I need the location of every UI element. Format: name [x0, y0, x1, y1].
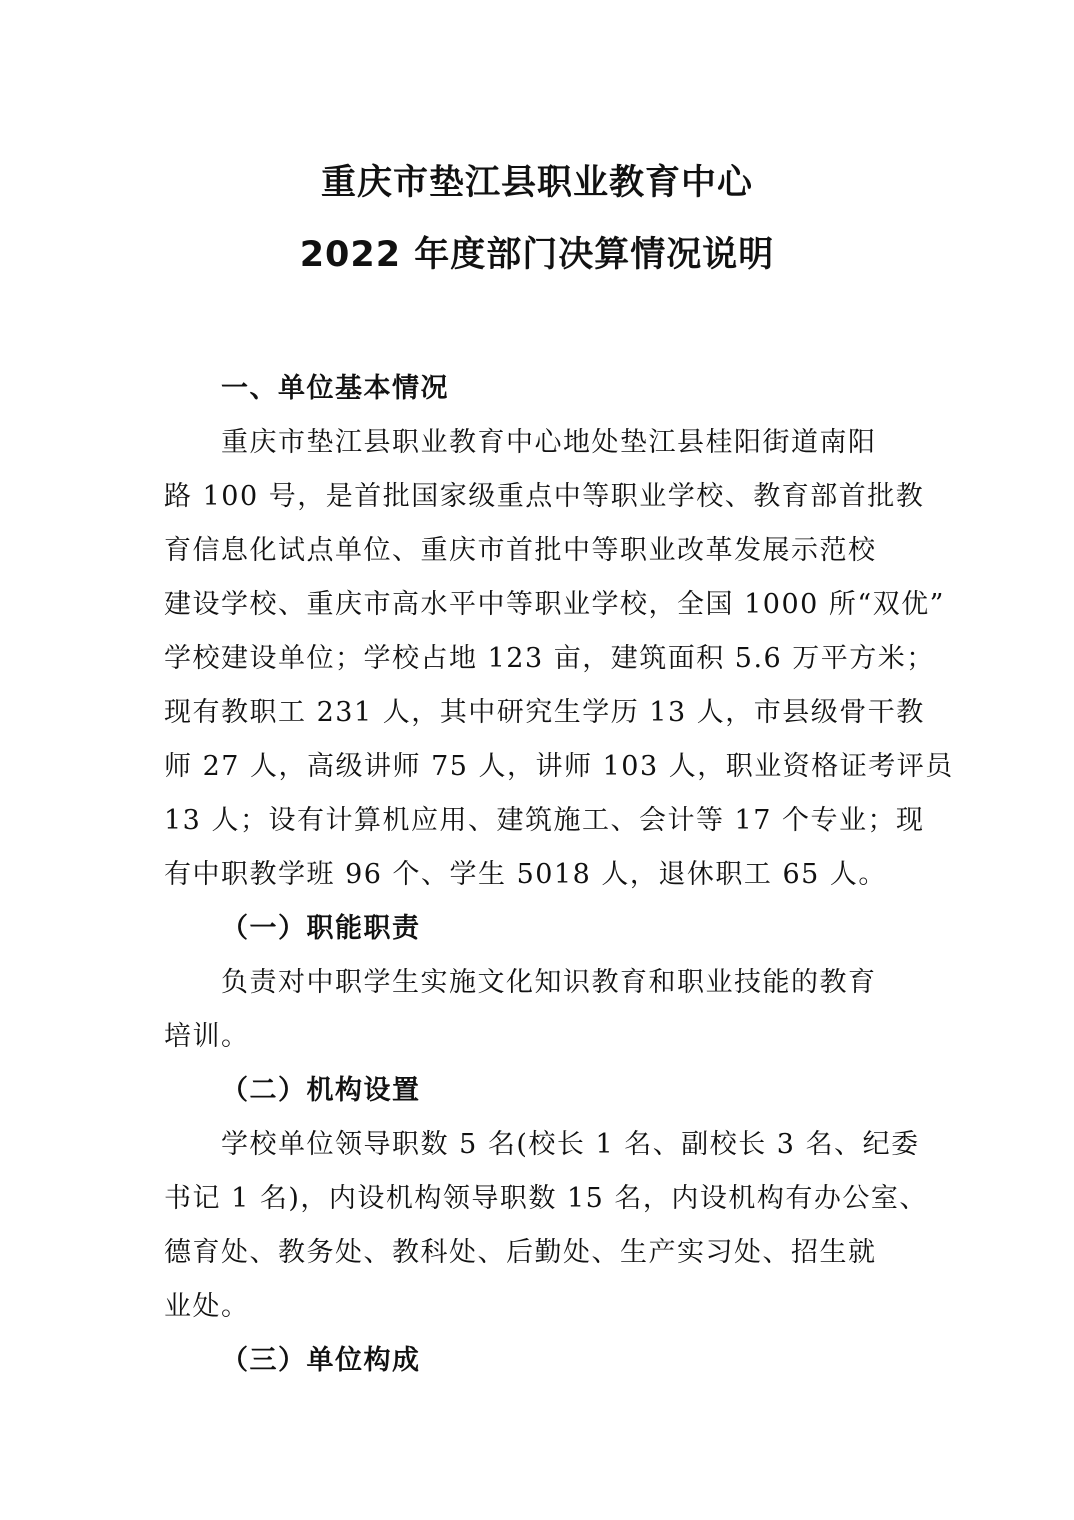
paragraph-line: 重庆市垫江县职业教育中心地处垫江县桂阳街道南阳 — [221, 427, 877, 458]
paragraph-line: 师 27 人，高级讲师 75 人，讲师 103 人，职业资格证考评员 — [164, 751, 954, 782]
paragraph-line: 培训。 — [164, 1021, 250, 1052]
paragraph-line: 有中职教学班 96 个、学生 5018 人，退休职工 65 人。 — [164, 859, 887, 890]
paragraph-line: 育信息化试点单位、重庆市首批中等职业改革发展示范校 — [164, 535, 877, 566]
paragraph-line: 书记 1 名)，内设机构领导职数 15 名，内设机构有办公室、 — [164, 1183, 928, 1214]
paragraph-line: 建设学校、重庆市高水平中等职业学校，全国 1000 所“双优” — [164, 589, 945, 620]
paragraph-line: 13 人；设有计算机应用、建筑施工、会计等 17 个专业；现 — [164, 805, 925, 836]
section-heading-duty: （一）职能职责 — [221, 913, 421, 944]
paragraph-line: 现有教职工 231 人，其中研究生学历 13 人，市县级骨干教 — [164, 697, 925, 728]
document-title-line2: 2022 年度部门决算情况说明 — [299, 235, 775, 275]
paragraph-line: 路 100 号，是首批国家级重点中等职业学校、教育部首批教 — [164, 481, 925, 512]
paragraph-line: 业处。 — [164, 1291, 250, 1322]
section-heading-basic: 一、单位基本情况 — [221, 373, 449, 404]
document-title-line1: 重庆市垫江县职业教育中心 — [320, 163, 753, 203]
section-heading-org: （二）机构设置 — [221, 1075, 421, 1106]
section-heading-composition: （三）单位构成 — [221, 1345, 421, 1376]
paragraph-line: 学校建设单位；学校占地 123 亩，建筑面积 5.6 万平方米； — [164, 643, 935, 674]
paragraph-line: 学校单位领导职数 5 名(校长 1 名、副校长 3 名、纪委 — [221, 1129, 920, 1160]
paragraph-line: 德育处、教务处、教科处、后勤处、生产实习处、招生就 — [164, 1237, 877, 1268]
paragraph-line: 负责对中职学生实施文化知识教育和职业技能的教育 — [221, 967, 877, 998]
